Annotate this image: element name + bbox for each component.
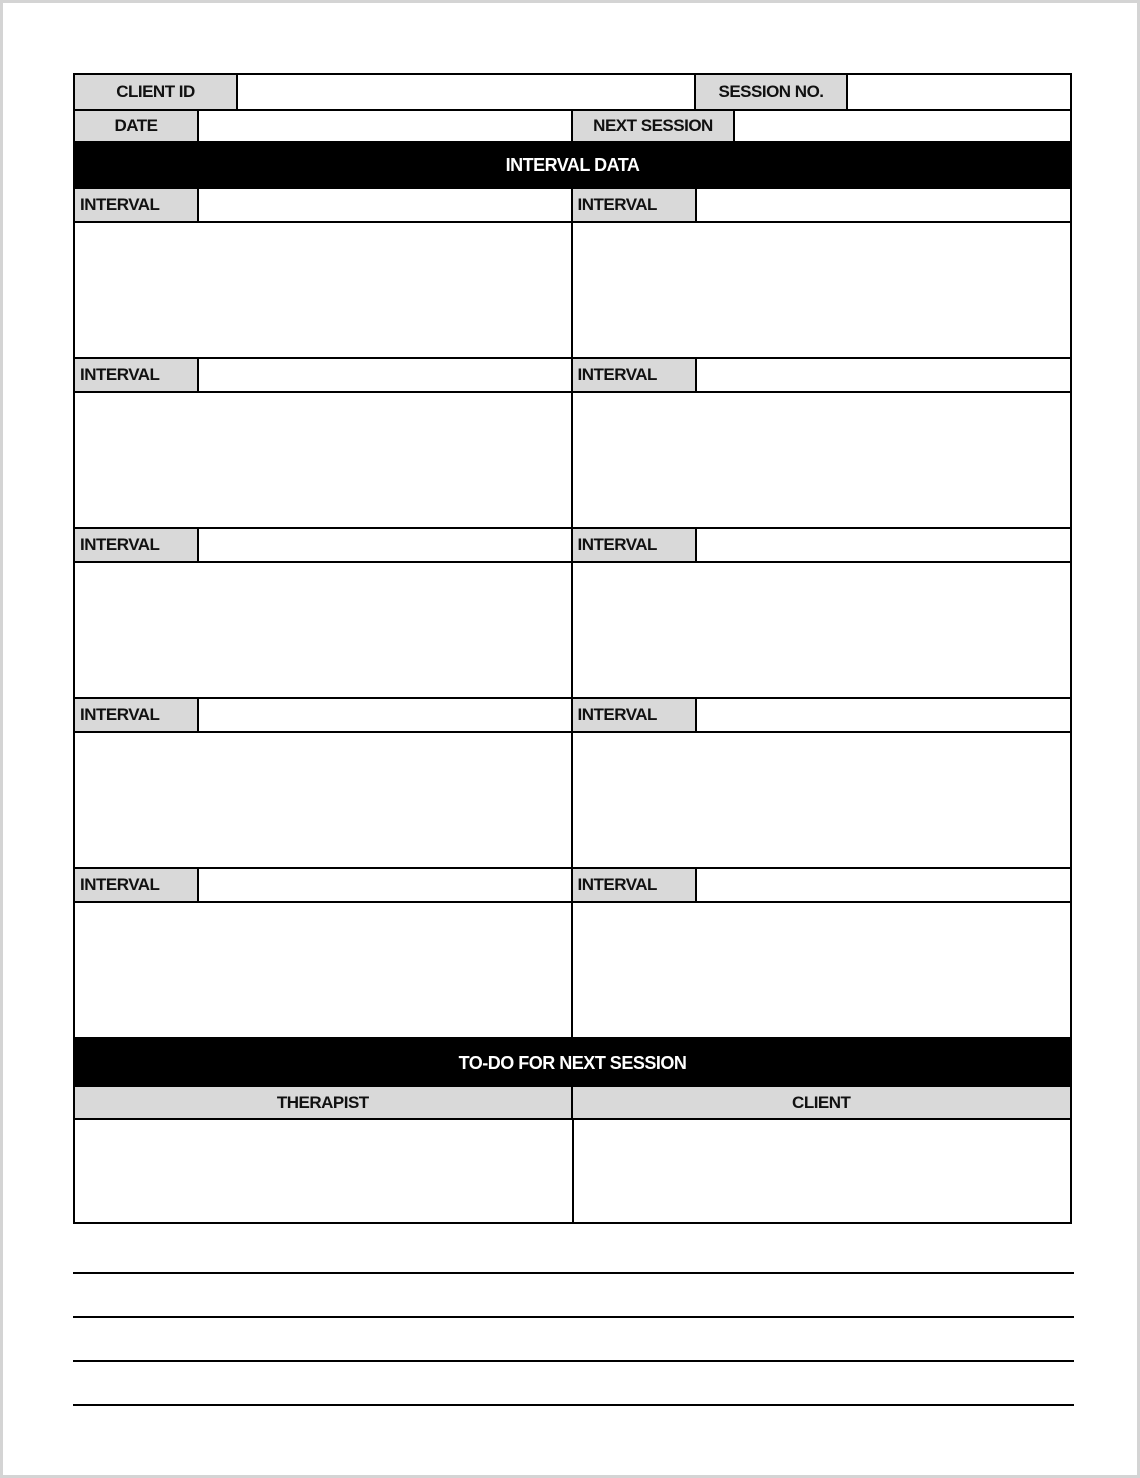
interval-notes-field[interactable] (573, 393, 1071, 529)
interval-header (75, 529, 571, 563)
interval-label: INTERVAL (573, 869, 697, 901)
interval-time-field[interactable] (199, 869, 571, 901)
header-row-1 (73, 73, 1072, 109)
interval-data-heading: INTERVAL DATA (73, 141, 1072, 189)
interval-notes-field[interactable] (75, 563, 571, 699)
interval-notes-field[interactable] (573, 733, 1071, 869)
interval-notes-field[interactable] (75, 393, 571, 529)
interval-header (75, 869, 571, 903)
interval-cell (573, 189, 1071, 359)
interval-header (573, 189, 1071, 223)
interval-notes-field[interactable] (573, 903, 1071, 1039)
interval-cell (573, 529, 1071, 699)
interval-header (573, 699, 1071, 733)
client-id-label: CLIENT ID (75, 75, 238, 109)
interval-header (75, 699, 571, 733)
interval-cell (75, 529, 573, 699)
interval-cell (573, 869, 1071, 1039)
form-page (3, 3, 1137, 1475)
todo-body-row (73, 1120, 1072, 1224)
interval-cell (75, 699, 573, 869)
interval-label: INTERVAL (573, 359, 697, 391)
interval-notes-field[interactable] (75, 903, 571, 1039)
interval-time-field[interactable] (199, 529, 571, 561)
interval-cell (75, 869, 573, 1039)
interval-label: INTERVAL (573, 699, 697, 731)
date-field[interactable] (199, 111, 573, 141)
therapist-label: THERAPIST (75, 1087, 573, 1118)
interval-label: INTERVAL (75, 699, 199, 731)
interval-time-field[interactable] (199, 359, 571, 391)
interval-row (73, 189, 1072, 359)
interval-notes-field[interactable] (75, 733, 571, 869)
interval-row (73, 359, 1072, 529)
interval-cell (75, 359, 573, 529)
interval-label: INTERVAL (75, 189, 199, 221)
interval-row (73, 529, 1072, 699)
todo-heading: TO-DO FOR NEXT SESSION (73, 1039, 1072, 1087)
interval-header (573, 869, 1071, 903)
client-todo-field[interactable] (574, 1120, 1071, 1222)
interval-notes-field[interactable] (573, 563, 1071, 699)
interval-header (573, 359, 1071, 393)
interval-grid (73, 189, 1072, 1039)
interval-header (573, 529, 1071, 563)
interval-time-field[interactable] (697, 699, 1071, 731)
interval-notes-field[interactable] (573, 223, 1071, 359)
interval-cell (573, 359, 1071, 529)
interval-time-field[interactable] (697, 359, 1071, 391)
interval-time-field[interactable] (199, 189, 571, 221)
session-no-field[interactable] (848, 75, 1070, 109)
notes-line[interactable] (73, 1404, 1074, 1406)
interval-row (73, 699, 1072, 869)
interval-time-field[interactable] (697, 189, 1071, 221)
session-no-label: SESSION NO. (696, 75, 848, 109)
interval-notes-field[interactable] (75, 223, 571, 359)
interval-label: INTERVAL (75, 529, 199, 561)
interval-label: INTERVAL (75, 869, 199, 901)
todo-header-row (73, 1087, 1072, 1120)
interval-time-field[interactable] (199, 699, 571, 731)
next-session-label: NEXT SESSION (573, 111, 735, 141)
interval-header (75, 359, 571, 393)
interval-time-field[interactable] (697, 529, 1071, 561)
header-row-2 (73, 109, 1072, 141)
interval-row (73, 869, 1072, 1039)
notes-line[interactable] (73, 1360, 1074, 1362)
next-session-field[interactable] (735, 111, 1070, 141)
interval-header (75, 189, 571, 223)
interval-time-field[interactable] (697, 869, 1071, 901)
interval-label: INTERVAL (573, 529, 697, 561)
notes-line[interactable] (73, 1316, 1074, 1318)
interval-label: INTERVAL (573, 189, 697, 221)
interval-cell (573, 699, 1071, 869)
notes-line[interactable] (73, 1272, 1074, 1274)
interval-label: INTERVAL (75, 359, 199, 391)
therapist-todo-field[interactable] (75, 1120, 574, 1222)
client-label: CLIENT (573, 1087, 1071, 1118)
client-id-field[interactable] (238, 75, 696, 109)
date-label: DATE (75, 111, 199, 141)
session-form (73, 73, 1072, 1224)
interval-cell (75, 189, 573, 359)
